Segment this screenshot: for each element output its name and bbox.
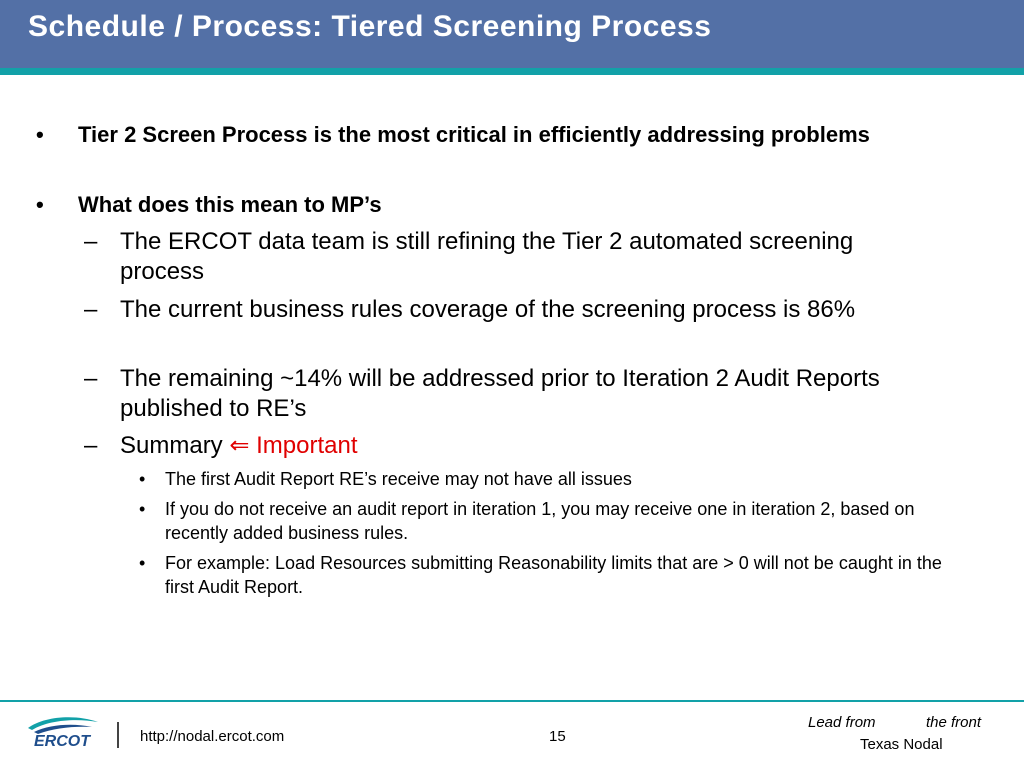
svg-text:ERCOT: ERCOT (34, 733, 90, 750)
title-bar (0, 0, 1024, 68)
title-accent-rule (0, 68, 1024, 75)
bullet-marker: • (139, 469, 146, 489)
tagline-lead-from: Lead from (808, 714, 876, 731)
summary-point-iteration: If you do not receive an audit report in iteration 1, you may receive one in iteration 2, based on recently added business rules. (165, 499, 915, 543)
dash-marker: – (84, 365, 98, 392)
page-number: 15 (549, 728, 566, 745)
slide-title: Schedule / Process: Tiered Screening Process (28, 10, 712, 43)
summary-point-example: For example: Load Resources submitting Reasonability limits that are > 0 will not be caught in the first Audit Report. (165, 553, 942, 597)
summary-label: Summary (120, 432, 223, 459)
bullet-marker: • (139, 499, 146, 519)
sub-item-remaining: The remaining ~14% will be addressed prior to Iteration 2 Audit Reports published to RE’s (120, 365, 880, 422)
sub-item-summary (120, 431, 940, 461)
bullet-marker: • (36, 192, 44, 217)
sub-item-refining: The ERCOT data team is still refining the Tier 2 automated screening process (120, 228, 854, 285)
summary-point-first-report: The first Audit Report RE’s receive may not have all issues (165, 469, 632, 489)
sub-item-coverage: The current business rules coverage of the screening process is 86% (120, 296, 856, 323)
bullet-marker: • (36, 122, 44, 147)
left-arrow-icon: ⇐ (229, 432, 250, 459)
tagline-the-front: the front (926, 714, 982, 731)
dash-marker: – (84, 296, 98, 323)
bullet-marker: • (139, 553, 146, 573)
tagline-texas-nodal: Texas Nodal (860, 736, 943, 753)
footer-accent-rule (0, 700, 1024, 702)
ercot-logo (24, 712, 100, 752)
footer-separator (117, 722, 119, 748)
dash-marker: – (84, 432, 98, 459)
footer-url: http://nodal.ercot.com (140, 728, 285, 745)
important-label: Important (256, 432, 358, 459)
bullet-tier2-critical: Tier 2 Screen Process is the most critical in efficiently addressing problems (78, 122, 870, 147)
dash-marker: – (84, 228, 98, 255)
bullet-what-it-means: What does this mean to MP’s (78, 192, 382, 217)
